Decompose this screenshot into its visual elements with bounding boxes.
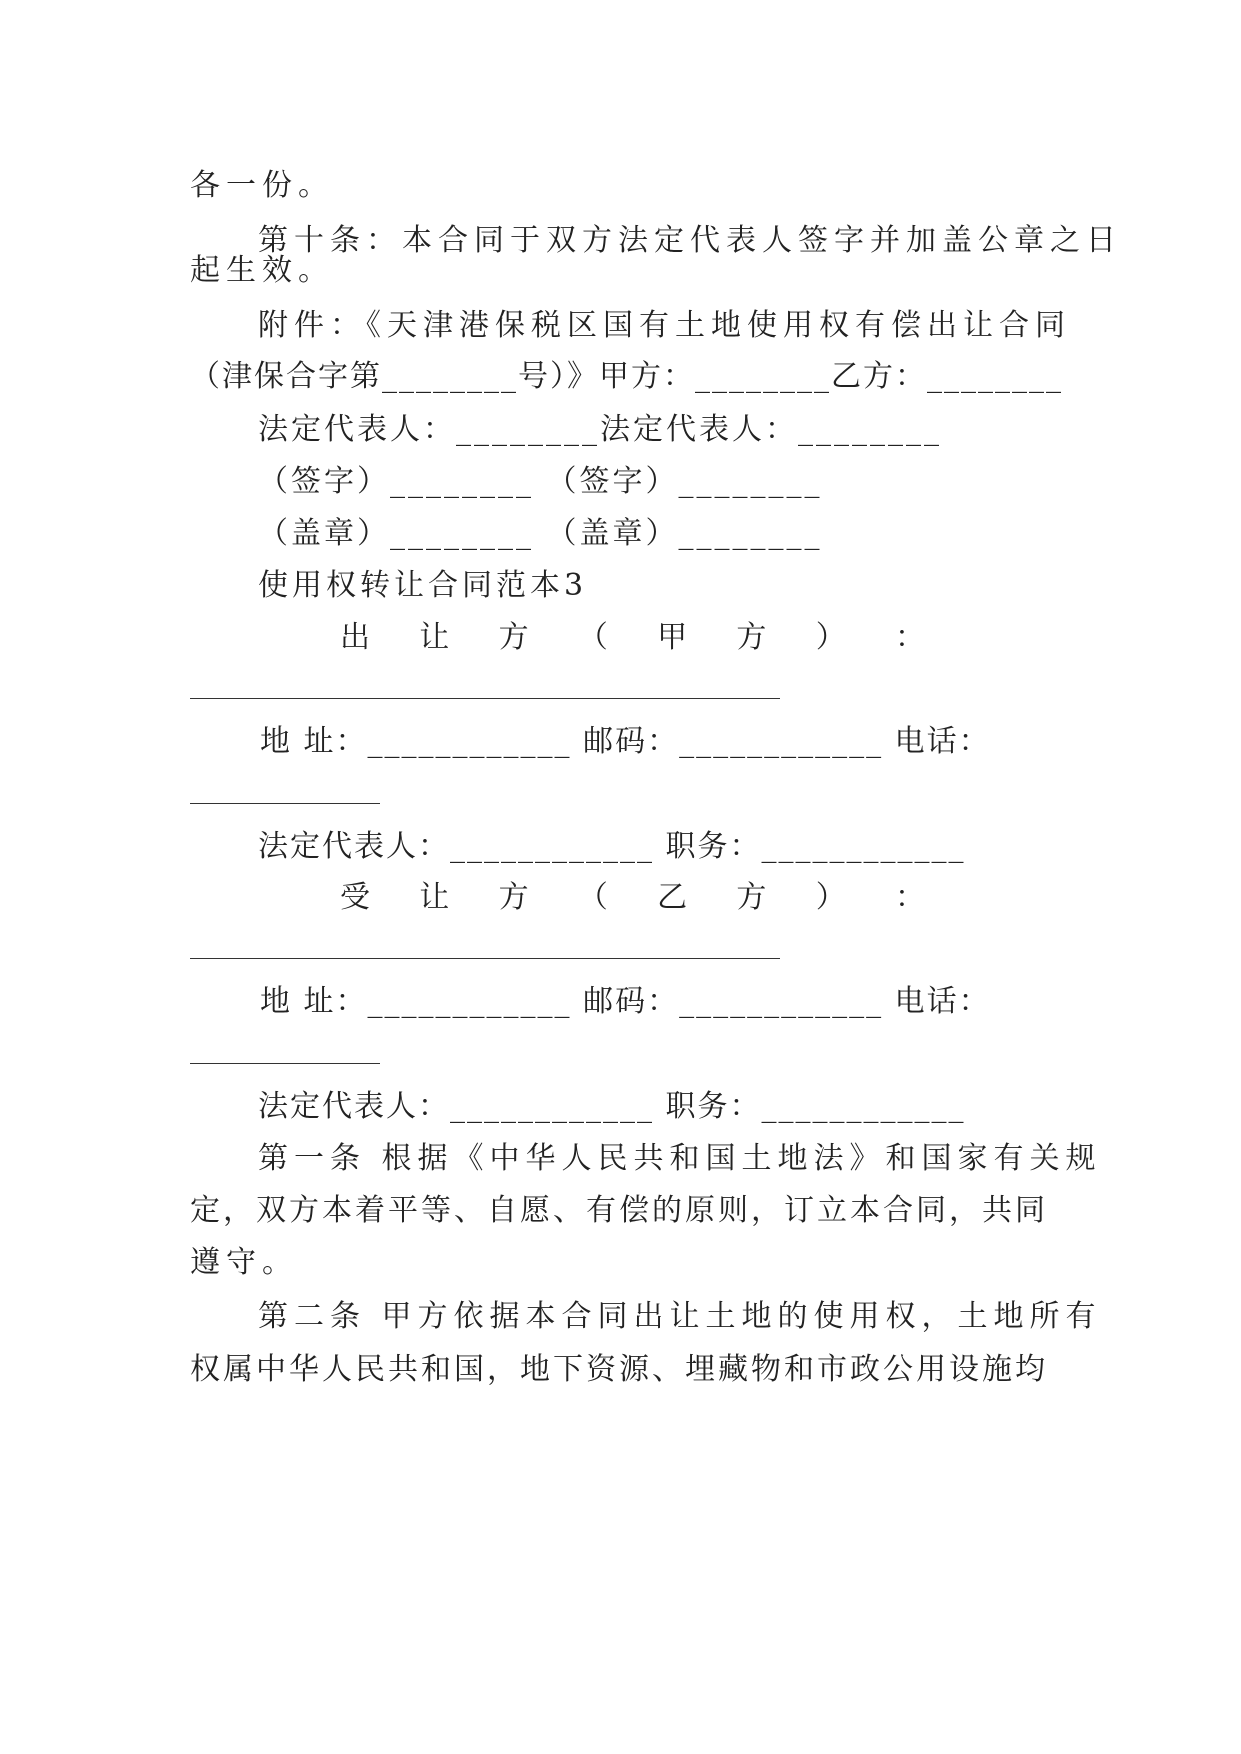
signature-line: （签字）________ （签字）________ <box>258 464 823 499</box>
transferee-rep-line: 法定代表人：____________ 职务：____________ <box>258 1089 966 1124</box>
transferee-heading: 受 让 方 （ 乙 方 ） ： <box>340 880 925 915</box>
transferor-phone-blank <box>190 803 380 804</box>
seal-line: （盖章）________ （盖章）________ <box>258 516 823 551</box>
text-line: 各一份。 <box>190 168 334 203</box>
transferee-name-blank <box>190 958 780 959</box>
article-1-line-2: 定，双方本着平等、自愿、有偿的原则，订立本合同，共同 <box>190 1193 1048 1228</box>
article-10-line-1: 第十条：本合同于双方法定代表人签字并加盖公章之日 <box>258 223 1122 258</box>
legal-rep-line: 法定代表人：________法定代表人：________ <box>258 412 942 447</box>
article-1-line-3: 遵守。 <box>190 1245 298 1280</box>
article-1-line-1: 第一条 根据《中华人民共和国土地法》和国家有关规 <box>258 1141 1102 1176</box>
transferor-address-line: 地 址：____________ 邮码：____________ 电话： <box>260 724 991 759</box>
article-2-line-1: 第二条 甲方依据本合同出让土地的使用权，土地所有 <box>258 1299 1102 1334</box>
section-title: 使用权转让合同范本3 <box>258 568 588 603</box>
transferor-name-blank <box>190 698 780 699</box>
transferee-phone-blank <box>190 1063 380 1064</box>
transferee-address-line: 地 址：____________ 邮码：____________ 电话： <box>260 984 991 1019</box>
attachment-line-2: （津保合字第________号）》甲方：________乙方：________ <box>190 359 1063 394</box>
transferor-heading: 出 让 方 （ 甲 方 ） ： <box>340 620 925 655</box>
article-10-line-2: 起生效。 <box>190 253 334 288</box>
transferor-rep-line: 法定代表人：____________ 职务：____________ <box>258 829 966 864</box>
attachment-line-1: 附件：《天津港保税区国有土地使用权有偿出让合同 <box>258 308 1071 343</box>
article-2-line-2: 权属中华人民共和国，地下资源、埋藏物和市政公用设施均 <box>190 1352 1048 1387</box>
